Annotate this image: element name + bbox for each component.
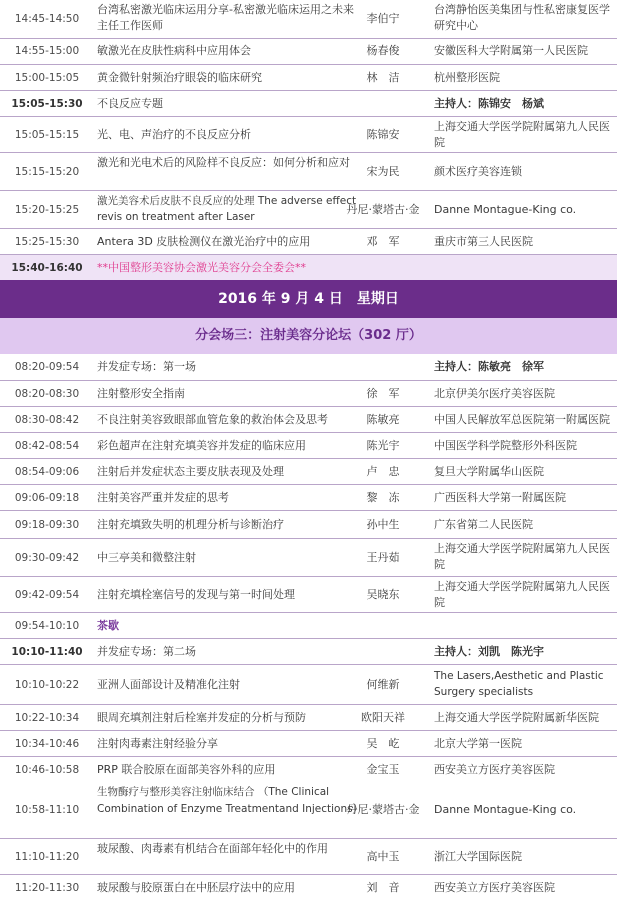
- date-banner: [0, 280, 617, 318]
- schedule-row: [0, 228, 617, 254]
- speaker-cell: 王丹茹: [366, 551, 400, 564]
- topic-cell: 注射后并发症状态主要皮肤表现及处理: [97, 465, 284, 478]
- time-cell: 11:10-11:20: [14, 851, 80, 863]
- topic-cell: 并发症专场：第二场: [97, 645, 196, 658]
- speaker-cell: 丹尼·蒙塔古·金: [346, 803, 420, 816]
- org-cell: 复旦大学附属华山医院: [434, 465, 544, 478]
- org-cell: 重庆市第三人民医院: [434, 235, 533, 248]
- special-session-row: [0, 354, 617, 380]
- topic-cell: 不良反应专题: [97, 97, 163, 110]
- time-cell: 15:20-15:25: [14, 204, 80, 216]
- schedule-row: [0, 782, 617, 838]
- org-cell: 上海交通大学医学院附属第九人民医院: [434, 120, 610, 149]
- org-cell: 西安美立方医疗美容医院: [434, 881, 555, 894]
- org-cell: Danne Montague-King co.: [434, 803, 577, 816]
- time-cell: 15:05-15:15: [14, 129, 80, 141]
- speaker-cell: 邓 军: [366, 235, 400, 248]
- time-cell: 15:00-15:05: [14, 72, 80, 84]
- time-cell: 15:40-16:40: [11, 262, 83, 274]
- time-cell: 10:34-10:46: [14, 738, 80, 750]
- time-cell: 09:18-09:30: [14, 519, 80, 531]
- speaker-cell: 孙中生: [366, 518, 400, 531]
- org-cell: 安徽医科大学附属第一人民医院: [434, 44, 588, 57]
- topic-cell: 不良注射美容致眼部血管危象的救治体会及思考: [97, 413, 328, 426]
- time-cell: 08:30-08:42: [14, 414, 80, 426]
- schedule-row: [0, 406, 617, 432]
- org-cell: 浙江大学国际医院: [434, 850, 522, 863]
- schedule-row: [0, 730, 617, 756]
- org-cell: 上海交通大学医学院附属第九人民医院: [434, 580, 610, 609]
- schedule-row: [0, 190, 617, 228]
- schedule-row: [0, 484, 617, 510]
- org-cell: 台湾静怡医美集团与性私密康复医学研究中心: [434, 3, 610, 32]
- org-cell: 北京伊美尔医疗美容医院: [434, 387, 555, 400]
- time-cell: 08:42-08:54: [14, 440, 80, 452]
- topic-cell: 光、电、声治疗的不良反应分析: [97, 128, 251, 141]
- committee-row: [0, 254, 617, 280]
- topic-cell: 彩色超声在注射充填美容并发症的临床应用: [97, 439, 306, 452]
- time-cell: 08:54-09:06: [14, 466, 80, 478]
- schedule-row: [0, 510, 617, 538]
- schedule-row: [0, 116, 617, 152]
- host-cell: 主持人：陈锦安 杨斌: [434, 97, 544, 110]
- schedule-row: [0, 38, 617, 64]
- time-cell: 15:05-15:30: [11, 98, 83, 110]
- topic-cell: 注射充填致失明的机理分析与诊断治疗: [97, 518, 284, 531]
- time-cell: 14:55-15:00: [14, 45, 80, 57]
- topic-cell: 生物酶疗与整形美容注射临床结合 （The Clinical Combination of Enzyme Treatmentand Injections）: [97, 786, 364, 815]
- speaker-cell: 陈锦安: [366, 128, 400, 141]
- org-cell: 中国医学科学院整形外科医院: [434, 439, 577, 452]
- topic-cell: 注射充填栓塞信号的发现与第一时间处理: [97, 588, 295, 601]
- date-title: 2016 年 9 月 4 日 星期日: [218, 291, 399, 307]
- topic-cell: 黄金微针射频治疗眼袋的临床研究: [97, 71, 262, 84]
- schedule-row: [0, 380, 617, 406]
- speaker-cell: 高中玉: [366, 850, 400, 863]
- committee-title: **中国整形美容协会激光美容分会全委会**: [97, 261, 306, 274]
- topic-cell: 玻尿酸、肉毒素有机结合在面部年轻化中的作用: [97, 842, 328, 855]
- time-cell: 10:10-10:22: [14, 679, 80, 691]
- speaker-cell: 陈敏亮: [366, 413, 400, 426]
- org-cell: 杭州整形医院: [434, 71, 500, 84]
- org-cell: 西安美立方医疗美容医院: [434, 763, 555, 776]
- org-cell: 广东省第二人民医院: [434, 518, 533, 531]
- host-cell: 主持人：陈敏亮 徐军: [434, 360, 544, 373]
- org-cell: 中国人民解放军总医院第一附属医院: [434, 413, 610, 426]
- time-cell: 15:15-15:20: [14, 166, 80, 178]
- topic-cell: 注射肉毒素注射经验分享: [97, 737, 218, 750]
- schedule-row: [0, 756, 617, 782]
- speaker-cell: 宋为民: [366, 165, 400, 178]
- schedule-row: [0, 838, 617, 874]
- speaker-cell: 刘 音: [366, 881, 400, 894]
- schedule-row: [0, 458, 617, 484]
- org-cell: 广西医科大学第一附属医院: [434, 491, 566, 504]
- topic-cell: PRP 联合胶原在面部美容外科的应用: [97, 763, 276, 776]
- time-cell: 09:06-09:18: [14, 492, 80, 504]
- speaker-cell: 李伯宁: [366, 12, 400, 25]
- org-cell: Danne Montague-King co.: [434, 203, 577, 216]
- schedule-row: [0, 664, 617, 704]
- org-cell: 上海交通大学医学院附属新华医院: [434, 711, 599, 724]
- speaker-cell: 丹尼·蒙塔古·金: [346, 203, 420, 216]
- time-cell: 10:58-11:10: [14, 804, 80, 816]
- tea-break-label: 茶歇: [97, 619, 119, 632]
- speaker-cell: 黎 冻: [366, 491, 400, 504]
- time-cell: 09:42-09:54: [14, 589, 80, 601]
- time-cell: 08:20-09:54: [14, 361, 80, 373]
- speaker-cell: 林 洁: [366, 71, 400, 84]
- topic-cell: 激光和光电术后的风险样不良反应：如何分析和应对: [97, 156, 350, 169]
- schedule-row: [0, 152, 617, 190]
- time-cell: 11:20-11:30: [14, 882, 80, 894]
- time-cell: 08:20-08:30: [14, 388, 80, 400]
- topic-cell: 眼周充填剂注射后栓塞并发症的分析与预防: [97, 711, 306, 724]
- speaker-cell: 欧阳天祥: [361, 711, 405, 724]
- schedule-row: [0, 64, 617, 90]
- schedule-row: [0, 432, 617, 458]
- time-cell: 10:46-10:58: [14, 764, 80, 776]
- schedule-row: [0, 874, 617, 900]
- speaker-cell: 吴晓东: [366, 588, 400, 601]
- speaker-cell: 卢 忠: [366, 465, 400, 478]
- speaker-cell: 何维新: [366, 678, 400, 691]
- org-cell: 颜术医疗美容连锁: [434, 165, 522, 178]
- schedule-row: [0, 0, 617, 38]
- session-banner: [0, 318, 617, 354]
- org-cell: 上海交通大学医学院附属第九人民医院: [434, 542, 610, 571]
- speaker-cell: 杨春俊: [366, 44, 400, 57]
- topic-cell: 注射整形安全指南: [97, 387, 185, 400]
- schedule-row: [0, 576, 617, 612]
- org-cell: The Lasers,Aesthetic and Plastic Surgery specialists: [434, 670, 604, 698]
- speaker-cell: 金宝玉: [366, 763, 400, 776]
- topic-cell: 中三亭美和微整注射: [97, 551, 196, 564]
- org-cell: 北京大学第一医院: [434, 737, 522, 750]
- tea-break-row: [0, 612, 617, 638]
- topic-cell: 并发症专场：第一场: [97, 360, 196, 373]
- time-cell: 10:10-11:40: [11, 646, 83, 658]
- special-session-row: [0, 90, 617, 116]
- time-cell: 09:54-10:10: [14, 620, 80, 632]
- speaker-cell: 吴 屹: [366, 737, 400, 750]
- special-session-row: [0, 638, 617, 664]
- topic-cell: Antera 3D 皮肤检测仪在激光治疗中的应用: [97, 235, 311, 248]
- topic-cell: 敏激光在皮肤性病科中应用体会: [97, 44, 251, 57]
- time-cell: 09:30-09:42: [14, 552, 80, 564]
- schedule-row: [0, 704, 617, 730]
- topic-cell: 亚洲人面部设计及精准化注射: [97, 678, 240, 691]
- time-cell: 14:45-14:50: [14, 13, 80, 25]
- host-cell: 主持人：刘凯 陈光宇: [434, 645, 544, 658]
- topic-cell: 注射美容严重并发症的思考: [97, 491, 229, 504]
- speaker-cell: 徐 军: [366, 387, 400, 400]
- topic-cell: 激光美容术后皮肤不良反应的处理 The adverse effect revis on treatment after Laser: [97, 195, 357, 223]
- topic-cell: 玻尿酸与胶原蛋白在中胚层疗法中的应用: [97, 881, 295, 894]
- topic-cell: 台湾私密激光临床运用分享-私密激光临床运用之未来主任工作医师: [97, 3, 354, 32]
- speaker-cell: 陈光宇: [366, 439, 400, 452]
- schedule-row: [0, 538, 617, 576]
- session-title: 分会场三：注射美容分论坛（302 厅）: [195, 328, 422, 343]
- time-cell: 10:22-10:34: [14, 712, 80, 724]
- time-cell: 15:25-15:30: [14, 236, 80, 248]
